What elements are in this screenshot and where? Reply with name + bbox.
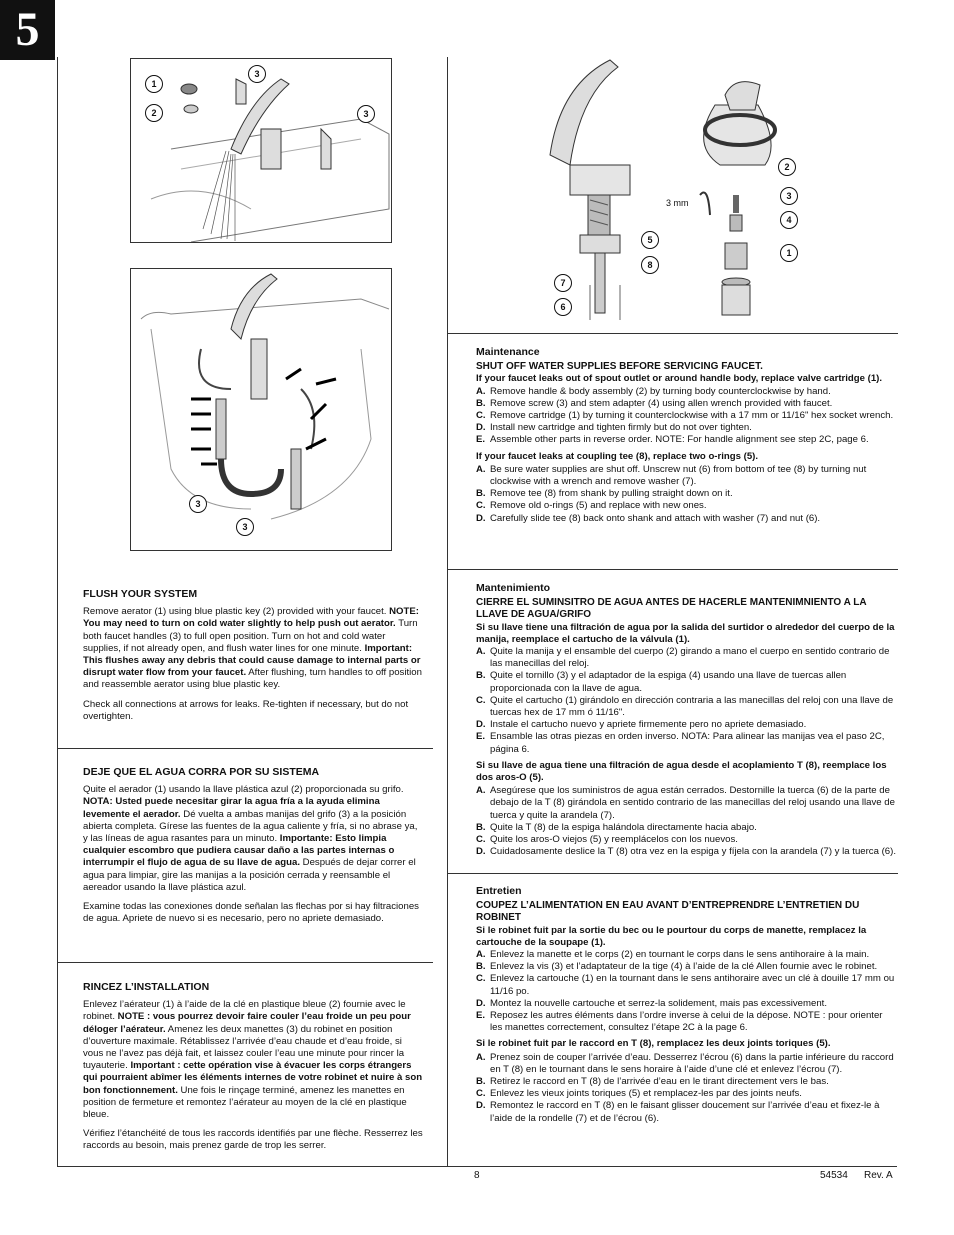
step-text: Asegúrese que los suministros de agua están cerrados. Destornille la tuerca (6) de la parte de debajo de la T (8) girándola en sentido contrario de las manecillas del reloj usando una llave de tuerca y quite la arandela (7).: [490, 785, 895, 821]
step-key: B.: [476, 1076, 486, 1088]
step-item: [476, 500, 896, 512]
step-text: Remove old o-rings (5) and replace with new ones.: [490, 500, 707, 512]
step-text: Montez la nouvelle cartouche et serrez-la solidement, mais pas excessivement.: [490, 997, 828, 1009]
step-text: Remove cartridge (1) by turning it counterclockwise with a 17 mm or 11/16" hex socket wrench.: [490, 410, 894, 422]
step-key: C.: [476, 500, 486, 512]
maintenance-title: Maintenance: [476, 346, 540, 358]
step-key: A.: [476, 385, 486, 397]
step-item: [476, 488, 896, 500]
step-text: Install new cartridge and tighten firmly but do not over tighten.: [490, 422, 752, 434]
step-item: [476, 1010, 896, 1034]
callout-r-3: 3: [780, 187, 798, 205]
rincez-paragraph: Enlevez l’aérateur (1) à l’aide de la clé en plastique bleue (2) fournie avec le robinet. NOTE : vous pourrez devoir faire couler l’eau froide un peu pour déloger l’aérateur. Amenez les deux manettes (3) du robinet en position d’ouverture maximale. Rétablissez l’arrivée d’eau chaude et d’eau froide, si vous ne l’avez pas déjà fait, et laissez couler l’eau une minute pour rincer la tuyauterie. Important : cette opération vise à évacuer les corps étrangers qui pourraient abîmer les éléments internes de votre robinet et nuire à son bon fonctionnement. Une fois le rinçage terminé, amenez les manettes en position de fermeture et remontez l’aérateur au moyen de la clé en plastique bleue.: [83, 999, 423, 1121]
section-maintenance: [476, 346, 896, 525]
mantenimiento-title: Mantenimiento: [476, 582, 551, 594]
step-text: Remove handle & body assembly (2) by turning body counterclockwise by hand.: [490, 385, 831, 397]
step-item: [476, 386, 896, 398]
step-item: [476, 670, 896, 694]
section-flush: [83, 588, 423, 730]
step-item: [476, 434, 896, 446]
maintenance-lead1: If your faucet leaks out of spout outlet or around handle body, replace valve cartridge (1).: [476, 373, 883, 385]
step-text: Enlevez la cartouche (1) en la tournant dans le sens antihoraire avec un clé à douille 17 mm ou 11/16 po.: [490, 973, 895, 997]
step-key: D.: [476, 512, 486, 524]
step-text: Assemble other parts in reverse order. NOTE: For handle alignment see step 2C, page 6.: [490, 434, 869, 446]
step-key: C.: [476, 410, 486, 422]
entretien-steps-2: [476, 1052, 896, 1125]
step-key: A.: [476, 785, 486, 797]
deje-title: DEJE QUE EL AGUA CORRA POR SU SISTEMA: [83, 766, 320, 778]
step-text: Remontez le raccord en T (8) en le faisant glisser doucement sur l’arrivée d’eau et fixez-le à l’aide de la rondelle (7) et de l’écrou (6).: [490, 1100, 880, 1124]
step-key: D.: [476, 1100, 486, 1112]
mantenimiento-warning: CIERRE EL SUMINSITRO DE AGUA ANTES DE HACERLE MANTENIMNIENTO A LA LLAVE DE AGUA/GRIFO: [476, 597, 867, 621]
callout-r-4: 4: [780, 211, 798, 229]
step-item: [476, 785, 896, 822]
step-key: C.: [476, 834, 486, 846]
mantenimiento-steps-2: [476, 785, 896, 858]
step-key: D.: [476, 846, 486, 858]
figure-plumbing-connections: [130, 268, 392, 551]
flush-check-paragraph: Check all connections at arrows for leaks. Re-tighten if necessary, but do not overtighten.: [83, 698, 409, 722]
revision-label: Rev. A: [864, 1170, 893, 1181]
step-key: E.: [476, 731, 486, 743]
step-item: [476, 464, 896, 488]
step-key: B.: [476, 670, 486, 682]
maintenance-steps-2: [476, 464, 896, 525]
entretien-lead2: Si le robinet fuit par le raccord en T (8), remplacez les deux joints toriques (5).: [476, 1038, 831, 1050]
step-item: [476, 731, 896, 755]
figure-cartridge-exploded: [530, 55, 830, 325]
step-key: E.: [476, 1010, 486, 1022]
page-number: 8: [474, 1170, 480, 1181]
step-key: B.: [476, 397, 486, 409]
step-text: Enlevez la vis (3) et l’adaptateur de la tige (4) à l’aide de la clé Allen fournie avec le robinet.: [490, 961, 878, 973]
callout-r-2: 2: [778, 158, 796, 176]
callout-r-6: 6: [554, 298, 572, 316]
step-text: Quite los aros-O viejos (5) y reemplácelos con los nuevos.: [490, 834, 738, 846]
callout-r-8: 8: [641, 256, 659, 274]
step-item: [476, 410, 896, 422]
entretien-title: Entretien: [476, 885, 522, 897]
step-text: Prenez soin de couper l’arrivée d’eau. Desserrez l’écrou (6) dans la partie inférieure du raccord en T (8) en le tournant dans le sens horaire à l’aide d’une clé et enlevez l’écrou (7).: [490, 1051, 894, 1075]
entretien-warning: COUPEZ L’ALIMENTATION EN EAU AVANT D’ENTREPRENDRE L’ENTRETIEN DU ROBINET: [476, 900, 860, 924]
step-key: C.: [476, 694, 486, 706]
rincez-title: RINCEZ L’INSTALLATION: [83, 981, 210, 993]
step-item: [476, 1088, 896, 1100]
callout-r-5: 5: [641, 231, 659, 249]
step-key: C.: [476, 973, 486, 985]
step-text: Reposez les autres éléments dans l’ordre inverse à celui de la dépose. NOTE : pour orienter les manettes correctement, consultez l’étape 2C à la page 6.: [490, 1010, 883, 1034]
step-text: Enlevez les vieux joints toriques (5) et remplacez-les par des joints neufs.: [490, 1088, 802, 1100]
callout-r-7: 7: [554, 274, 572, 292]
step-item: [476, 513, 896, 525]
step-key: C.: [476, 1088, 486, 1100]
step-item: [476, 834, 896, 846]
section-deje: [83, 766, 423, 932]
mantenimiento-steps-1: [476, 646, 896, 756]
callout-3d: 3: [236, 518, 254, 536]
step-text: Quite el cartucho (1) girándolo en dirección contraria a las manecillas del reloj con una llave de tuercas hex de 17 mm ó 11/16".: [490, 694, 894, 719]
step-key: A.: [476, 1051, 486, 1063]
section-rincez: [83, 981, 423, 1160]
rincez-check-paragraph: Vérifiez l’étanchéité de tous les raccords identifiés par une flèche. Resserrez les raccords au besoin, mais prenez garde de trop les serrer.: [83, 1128, 423, 1152]
callout-3: 3: [248, 65, 266, 83]
step-item: [476, 695, 896, 719]
figure-flush-faucet: [130, 58, 392, 243]
step-item: [476, 973, 896, 997]
step-text: Remove tee (8) from shank by pulling straight down on it.: [490, 488, 733, 500]
step-key: A.: [476, 949, 486, 961]
step-text: Carefully slide tee (8) back onto shank and attach with washer (7) and nut (6).: [490, 512, 821, 524]
step-text: Quite la T (8) de la espiga halándola directamente hacia abajo.: [490, 821, 757, 833]
step-text: Cuidadosamente deslice la T (8) otra vez en la espiga y fíjela con la arandela (7) y la tuerca (6).: [490, 846, 896, 858]
step-item: [476, 422, 896, 434]
maintenance-steps-1: [476, 386, 896, 447]
section-entretien: [476, 885, 896, 1125]
step-item: [476, 846, 896, 858]
step-text: Enlevez la manette et le corps (2) en tournant le corps dans le sens antihoraire à la main.: [490, 949, 870, 961]
mantenimiento-lead2: Si su llave de agua tiene una filtración de agua desde el acoplamiento T (8), reemplace los dos aros-O (5).: [476, 759, 887, 784]
deje-check-paragraph: Examine todas las conexiones donde señalan las flechas por si hay filtraciones de agua. Apriete de nuevo si es necesario, pero no apriete demasiado.: [83, 901, 419, 925]
step-key: E.: [476, 434, 486, 446]
callout-3c: 3: [189, 495, 207, 513]
callout-2: 2: [145, 104, 163, 122]
flush-paragraph: Remove aerator (1) using blue plastic key (2) provided with your faucet. NOTE: You may need to turn on cold water slightly to help push out aerator. Turn both faucet handles (3) to full open position. Turn on hot and cold water supplies, if not already open, and flush water lines for one minute. Important: This flushes away any debris that could cause damage to internal parts or disrupt water flow from your faucet. After flushing, turn handles to off position and reassemble aerator using blue plastic key.: [83, 606, 422, 691]
mantenimiento-lead1: Si su llave tiene una filtración de agua por la salida del surtidor o alrededor del cuerpo de la manija, reemplace el cartucho de la válvula (1).: [476, 621, 895, 645]
step-item: [476, 1100, 896, 1124]
step-text: Retirez le raccord en T (8) de l’arrivée d’eau en le tirant directement vers le bas.: [490, 1076, 829, 1088]
document-number: 54534: [820, 1170, 848, 1181]
section-mantenimiento: [476, 582, 896, 858]
step-key: B.: [476, 961, 486, 973]
hex-size-label: 3 mm: [666, 198, 689, 208]
plumbing-illustration: [131, 269, 391, 550]
step-item: [476, 998, 896, 1010]
step-number: 5: [0, 0, 55, 60]
step-item: [476, 822, 896, 834]
callout-1: 1: [145, 75, 163, 93]
step-item: [476, 646, 896, 670]
step-key: D.: [476, 422, 486, 434]
maintenance-lead2: If your faucet leaks at coupling tee (8), replace two o-rings (5).: [476, 450, 759, 462]
step-key: D.: [476, 997, 486, 1009]
step-item: [476, 1076, 896, 1088]
entretien-steps-1: [476, 949, 896, 1034]
step-item: [476, 398, 896, 410]
flush-title: FLUSH YOUR SYSTEM: [83, 588, 198, 600]
step-key: B.: [476, 488, 486, 500]
step-text: Be sure water supplies are shut off. Unscrew nut (6) from bottom of tee (8) by turning nut clockwise with a wrench and remove washer (7).: [490, 463, 867, 488]
step-key: A.: [476, 463, 486, 475]
step-item: [476, 949, 896, 961]
faucet-flush-illustration: [131, 59, 391, 242]
deje-paragraph: Quite el aerador (1) usando la llave plástica azul (2) proporcionada su grifo. NOTA: Usted puede necesitar girar la agua fría a la ayuda elimina levemente el aerador. Dé vuelta a ambas manijas del grifo (3) a la posición abierta completa. Gírese las fuentes de la agua caliente y fría, si no abrase ya, y las líneas de agua rasantes para un minuto. Importante: Esto limpia cualquier escombro que pudiera causar daño a las partes internas o interrumpir el flujo de agua de su llave de agua. Después de dejar correr el agua para limpiar, gire las manijas a la posición cerrada y reensamble el aereador usando la llave plástica azul.: [83, 784, 418, 893]
step-text: Remove screw (3) and stem adapter (4) using allen wrench provided with faucet.: [490, 397, 833, 409]
step-item: [476, 719, 896, 731]
step-key: B.: [476, 821, 486, 833]
step-text: Quite la manija y el ensamble del cuerpo (2) girando a mano el cuerpo en sentido contrario de las manecillas del reloj.: [490, 646, 890, 670]
step-key: D.: [476, 719, 486, 731]
step-text: Ensamble las otras piezas en orden inverso. NOTA: Para alinear las manijas vea el paso 2C, página 6.: [490, 731, 885, 755]
step-text: Instale el cartucho nuevo y apriete firmemente pero no apriete demasiado.: [490, 719, 807, 731]
callout-3b: 3: [357, 105, 375, 123]
callout-r-1: 1: [780, 244, 798, 262]
entretien-lead1: Si le robinet fuit par la sortie du bec ou le pourtour du corps de manette, remplacez la cartouche de la soupape (1).: [476, 924, 867, 948]
maintenance-warning: SHUT OFF WATER SUPPLIES BEFORE SERVICING FAUCET.: [476, 361, 763, 373]
step-key: A.: [476, 646, 486, 658]
step-text: Quite el tornillo (3) y el adaptador de la espiga (4) usando una llave de tuercas allen proporcionada con la llave de agua.: [490, 670, 847, 694]
step-item: [476, 961, 896, 973]
step-item: [476, 1052, 896, 1076]
